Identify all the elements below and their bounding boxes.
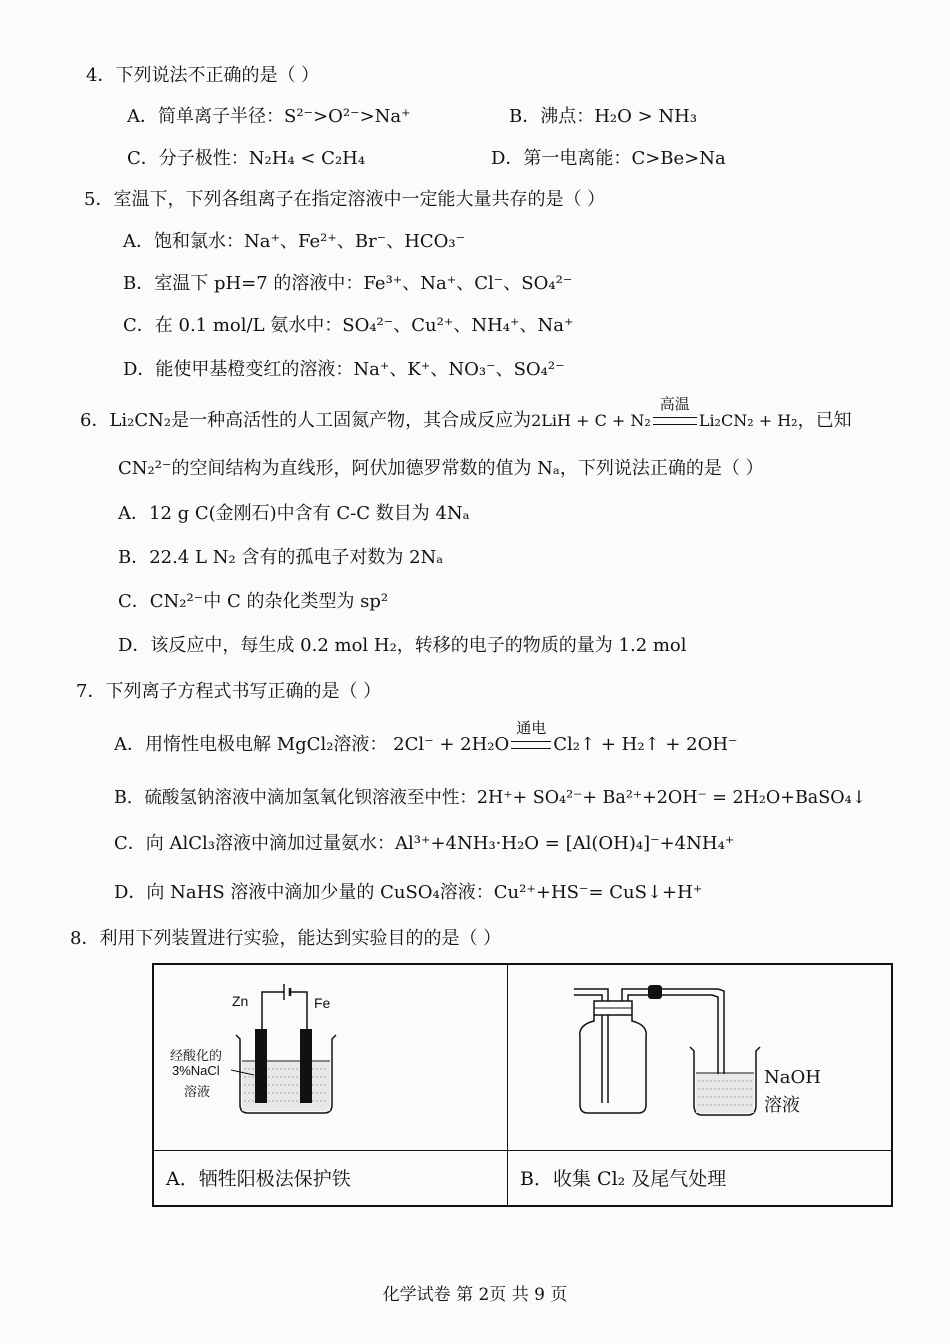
q7-a-pre: A．用惰性电极电解 MgCl₂溶液： 2Cl⁻ + 2H₂O — [114, 734, 510, 755]
q4-c-body: N₂H₄ < C₂H₄ — [248, 148, 366, 169]
page-footer: 化学试卷 第 2页 共 9 页 — [382, 1285, 568, 1305]
q4-d-body: C>Be>Na — [631, 148, 726, 169]
fe-electrode — [300, 1029, 312, 1103]
q6-stem-post: ，已知 — [797, 410, 852, 431]
q4-c-label: C．分子极性： — [127, 148, 249, 169]
q6-stem — [80, 395, 852, 433]
solution-label-1: 经酸化的 — [170, 1049, 223, 1064]
q6-option-d[interactable]: D．该反应中，每生成 0.2 mol H₂，转移的电子的物质的量为 1.2 mol — [118, 635, 687, 656]
q7-option-b[interactable]: B．硫酸氢钠溶液中滴加氢氧化钡溶液至中性：2H⁺+ SO₄²⁻+ Ba²⁺+2OH⁻ = 2H₂O+BaSO₄↓ — [114, 788, 867, 808]
naoh-solution-label: 溶液 — [764, 1095, 801, 1116]
figure-a-cell — [153, 964, 508, 1150]
q6-stem-line2: CN₂²⁻的空间结构为直线形，阿伏加德罗常数的值为 Nₐ，下列说法正确的是（ ） — [118, 458, 764, 479]
q8-stem: 8．利用下列装置进行实验，能达到实验目的的是（ ） — [70, 928, 502, 949]
q7-option-a[interactable] — [114, 719, 738, 757]
q6-option-b[interactable]: B．22.4 L N₂ 含有的孤电子对数为 2Nₐ — [118, 547, 444, 568]
q6-eq-right: Li₂CN₂ + H₂ — [698, 411, 798, 430]
q4-option-d[interactable] — [491, 147, 726, 171]
zn-electrode — [255, 1029, 267, 1103]
q6-stem-pre: 6．Li₂CN₂是一种高活性的人工固氮产物，其合成反应为 — [80, 410, 532, 431]
q7-option-d[interactable]: D．向 NaHS 溶液中滴加少量的 CuSO₄溶液：Cu²⁺+HS⁻= CuS↓+H⁺ — [114, 882, 703, 903]
solution-label-2: 3%NaCl — [172, 1063, 220, 1078]
q5-option-a[interactable]: A．饱和氯水：Na⁺、Fe²⁺、Br⁻、HCO₃⁻ — [123, 231, 466, 252]
q4-d-label: D．第一电离能： — [491, 148, 632, 169]
q7-a-arrow — [509, 719, 553, 757]
fe-label: Fe — [314, 995, 331, 1011]
gas-collection-diagram — [508, 965, 892, 1151]
q7-stem: 7．下列离子方程式书写正确的是（ ） — [76, 681, 382, 702]
caption-b[interactable]: B．收集 Cl₂ 及尾气处理 — [508, 1150, 892, 1206]
q4-b-body: H₂O > NH₃ — [594, 106, 698, 127]
q6-eq-cond: 高温 — [659, 395, 690, 413]
zn-label: Zn — [232, 993, 249, 1009]
solution-label-3: 溶液 — [184, 1085, 211, 1100]
q4-a-body: S²⁻>O²⁻>Na⁺ — [284, 106, 411, 127]
q5-option-c[interactable]: C．在 0.1 mol/L 氨水中：SO₄²⁻、Cu²⁺、NH₄⁺、Na⁺ — [123, 315, 574, 336]
q5-stem: 5．室温下，下列各组离子在指定溶液中一定能大量共存的是（ ） — [84, 189, 606, 210]
q8-apparatus-table — [152, 963, 893, 1207]
q4-option-a[interactable] — [127, 105, 411, 129]
q6-eq-left: 2LiH + C + N₂ — [531, 411, 651, 430]
q4-option-b[interactable] — [509, 105, 697, 129]
q6-option-c[interactable]: C．CN₂²⁻中 C 的杂化类型为 sp² — [118, 591, 389, 612]
q4-a-label: A．简单离子半径： — [127, 106, 284, 127]
q4-option-c[interactable] — [127, 147, 365, 171]
naoh-label: NaOH — [764, 1067, 821, 1088]
caption-a[interactable]: A．牺牲阳极法保护铁 — [153, 1150, 508, 1206]
q5-option-d[interactable]: D．能使甲基橙变红的溶液：Na⁺、K⁺、NO₃⁻、SO₄²⁻ — [123, 359, 565, 380]
q7-a-cond: 通电 — [516, 719, 547, 737]
q4-stem: 4．下列说法不正确的是（ ） — [86, 65, 320, 86]
q4-b-label: B．沸点： — [509, 106, 595, 127]
q6-option-a[interactable]: A．12 g C(金刚石)中含有 C-C 数目为 4Nₐ — [118, 503, 470, 524]
q7-a-post: Cl₂↑ + H₂↑ + 2OH⁻ — [553, 734, 738, 755]
q5-option-b[interactable]: B．室温下 pH=7 的溶液中：Fe³⁺、Na⁺、Cl⁻、SO₄²⁻ — [123, 273, 573, 294]
q7-option-c[interactable]: C．向 AlCl₃溶液中滴加过量氨水：Al³⁺+4NH₃·H₂O = [Al(OH)₄]⁻+4NH₄⁺ — [114, 833, 735, 854]
q6-eq-arrow — [651, 395, 699, 433]
figure-b-cell — [508, 964, 892, 1150]
